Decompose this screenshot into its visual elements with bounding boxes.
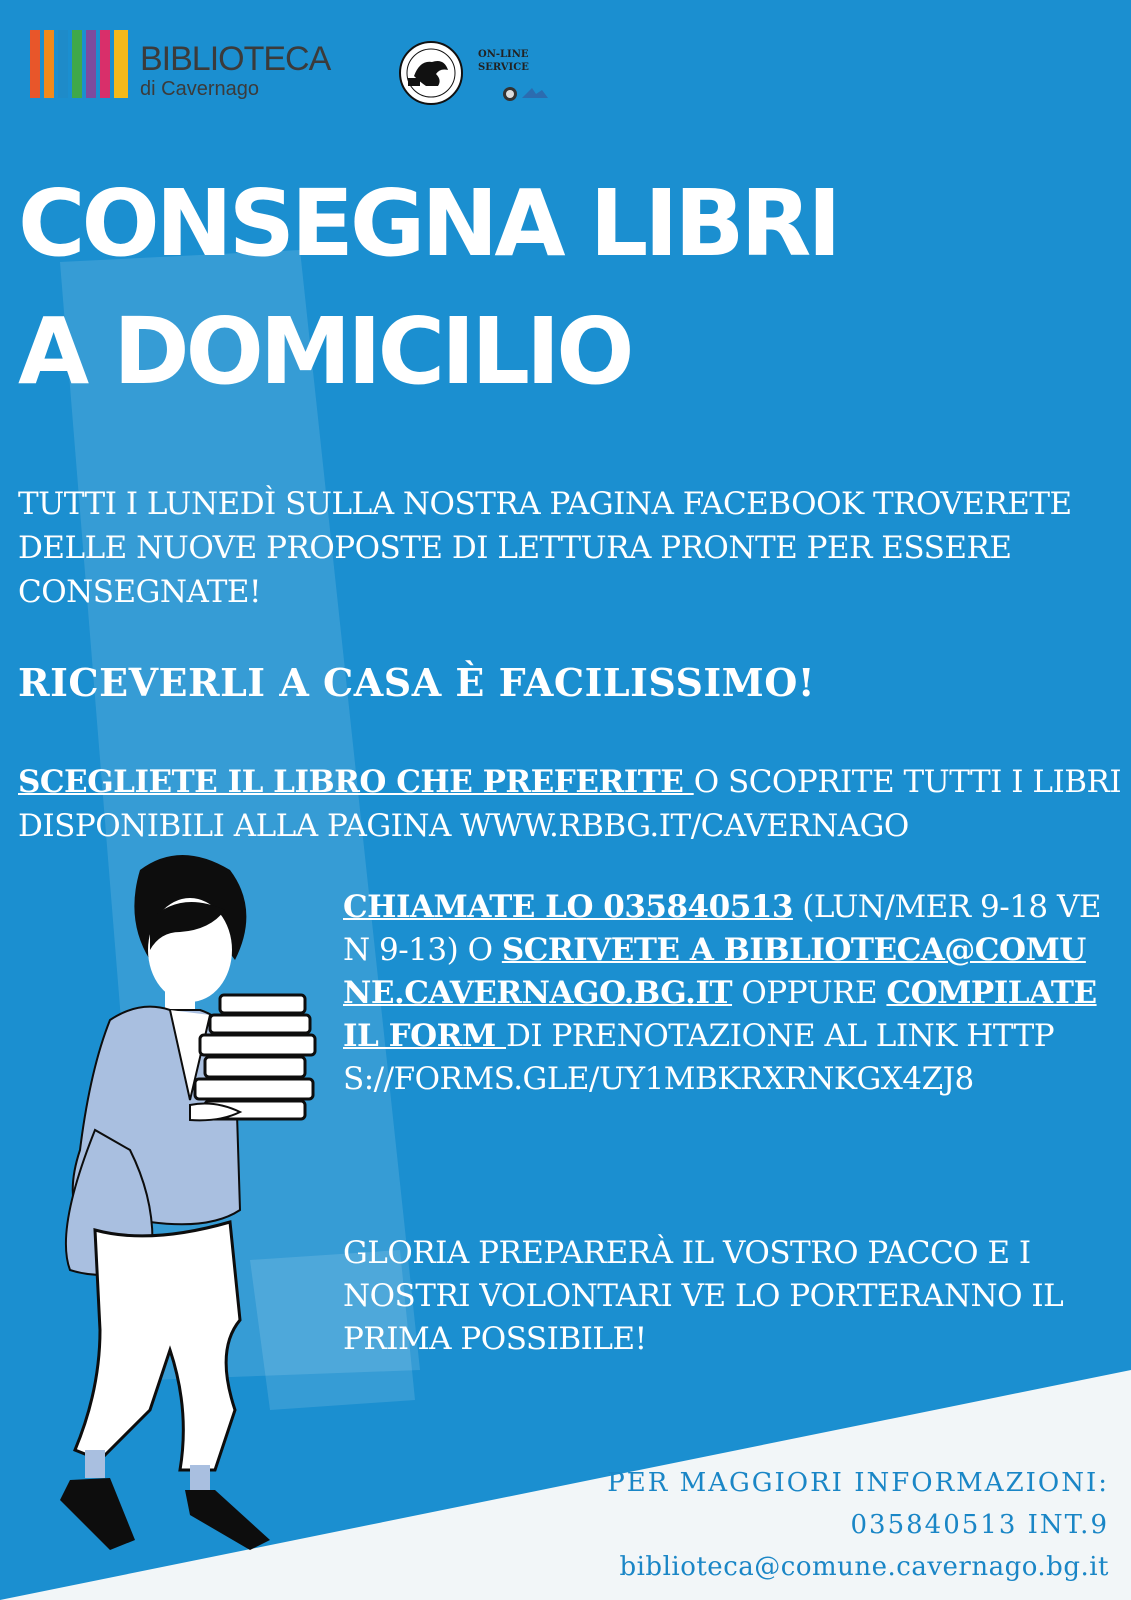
library-logo-bars-icon [30, 30, 135, 98]
headline-line-2: A DOMICILIO [18, 298, 631, 405]
call-link[interactable]: CHIAMATE LO 035840513 [343, 889, 793, 925]
opening-hours: (LUN/MER 9-18 VEN 9-13) O [343, 889, 1102, 968]
headline [18, 160, 1118, 416]
small-partner-icons [502, 84, 552, 104]
partner-logo [398, 40, 568, 110]
form-link-text: DI PRENOTAZIONE AL LINK HTTPS://FORMS.GLE/UY1MBKRXRNKGX4ZJ8 [343, 1018, 1055, 1097]
partner-text: ON-LINE SERVICE [478, 49, 529, 73]
closing-text: GLORIA PREPARERÀ IL VOSTRO PACCO E I NOSTRI VOLONTARI VE LO PORTERANNO IL PRIMA POSSIBILE! [343, 1235, 1064, 1357]
choose-book-link[interactable]: SCEGLIETE IL LIBRO CHE PREFERITE [18, 764, 694, 800]
contact-paragraph [343, 886, 1103, 1101]
winged-lion-badge-icon [398, 40, 464, 106]
footer-line-1: PER MAGGIORI INFORMAZIONI: [607, 1468, 1109, 1498]
choose-paragraph [18, 760, 1128, 848]
footer-email[interactable]: biblioteca@comune.cavernago.bg.it [619, 1552, 1109, 1582]
intro-text: TUTTI I LUNEDÌ SULLA NOSTRA PAGINA FACEBOOK TROVERETE DELLE NUOVE PROPOSTE DI LETTURA PRONTE PER ESSERE CONSEGNATE! [18, 486, 1072, 610]
library-logo [30, 30, 360, 100]
choose-rest-text: O SCOPRITE TUTTI I LIBRI DISPONIBILI ALLA PAGINA WWW.RBBG.IT/CAVERNAGO [18, 764, 1122, 844]
person-carrying-books-illustration [40, 850, 330, 1590]
logo-subtitle: di Cavernago [140, 78, 259, 100]
footer-info [607, 1462, 1109, 1588]
footer-phone: 035840513 INT.9 [850, 1510, 1109, 1540]
email-link[interactable]: SCRIVETE A BIBLIOTECA@COMUNE.CAVERNAGO.BG.IT [343, 932, 1086, 1011]
form-link[interactable]: COMPILATE IL FORM [343, 975, 1097, 1054]
easy-heading: RICEVERLI A CASA È FACILISSIMO! [18, 660, 816, 705]
headline-line-1: CONSEGNA LIBRI [18, 170, 838, 277]
logo-title: BIBLIOTECA [140, 40, 331, 78]
or-text: OPPURE [732, 975, 887, 1011]
